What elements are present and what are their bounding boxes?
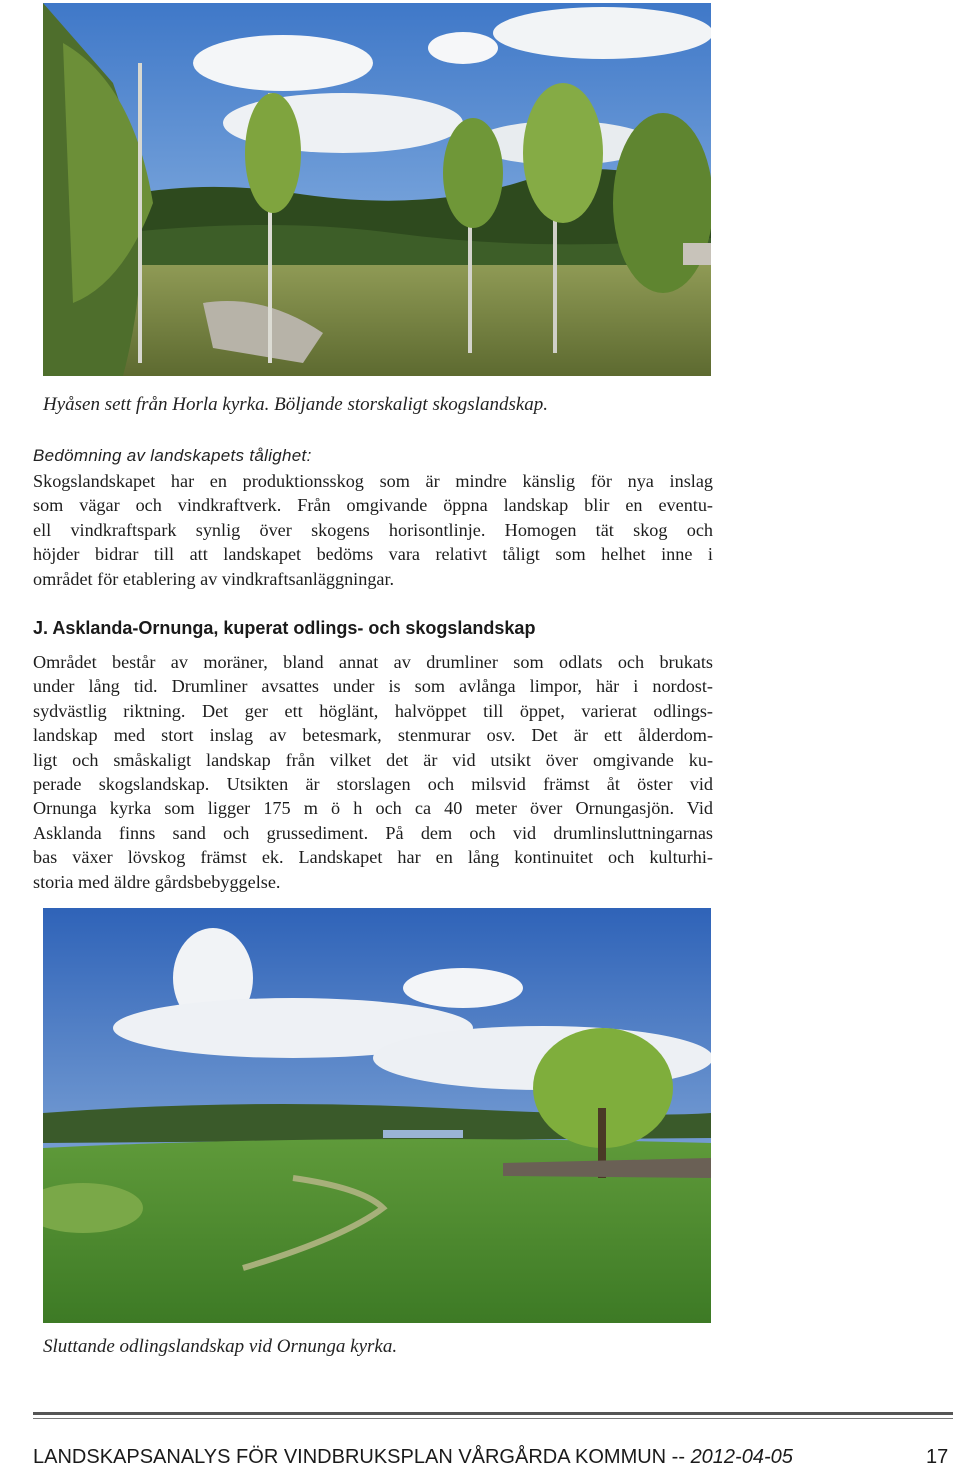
paragraph-line: Området består av moräner, bland annat av drumliner som odlats och brukats bbox=[33, 652, 713, 672]
assessment-paragraph bbox=[33, 469, 713, 591]
page-number: 17 bbox=[926, 1446, 949, 1468]
paragraph-line: bas växer lövskog främst ek. Landskapet har en lång kontinuitet och kulturhi- bbox=[33, 847, 713, 868]
footer-title-text: LANDSKAPSANALYS FÖR VINDBRUKSPLAN VÅRGÅRDA KOMMUN -- bbox=[33, 1446, 691, 1468]
paragraph-line: ligt och småskaligt landskap från vilket det är vid utsikt över omgivande ku- bbox=[33, 749, 713, 770]
paragraph-line: som vägar och vindkraftverk. Från omgivande öppna landskap blir en eventu- bbox=[33, 495, 713, 516]
paragraph-line: sydvästlig riktning. Det ger ett höglänt, halvöppet till öppet, varierat odlings- bbox=[33, 700, 713, 721]
paragraph-line: höjder bidrar till att landskapet bedöms vara relativt tåligt som helhet inne i bbox=[33, 544, 713, 565]
paragraph-line: perade skogslandskap. Utsikten är storslagen och milsvid främst åt öster vid bbox=[33, 774, 713, 795]
assessment-heading: Bedömning av landskapets tålighet: bbox=[33, 446, 312, 465]
paragraph-line: området för etablering av vindkraftsanläggningar. bbox=[33, 568, 395, 589]
section-paragraph bbox=[33, 650, 713, 894]
paragraph-line: Asklanda finns sand och grussediment. På dem och vid drumlinsluttningarnas bbox=[33, 822, 713, 843]
paragraph-line: storia med äldre gårdsbebyggelse. bbox=[33, 871, 281, 892]
footer-divider-thin bbox=[33, 1418, 953, 1419]
paragraph-line: under lång tid. Drumliner avsattes under is som avlånga limpor, här i nordost- bbox=[33, 676, 713, 697]
footer-title bbox=[33, 1446, 793, 1469]
forest-landscape-photo bbox=[43, 3, 711, 376]
paragraph-line: ell vindkraftspark synlig över skogens horisontlinje. Homogen tät skog och bbox=[33, 519, 713, 540]
photo-caption: Sluttande odlingslandskap vid Ornunga kyrka. bbox=[43, 1336, 398, 1357]
farmland-landscape-photo bbox=[43, 908, 711, 1323]
photo-caption: Hyåsen sett från Horla kyrka. Böljande storskaligt skogslandskap. bbox=[43, 394, 549, 415]
section-heading: J. Asklanda-Ornunga, kuperat odlings- och skogslandskap bbox=[33, 618, 536, 638]
footer-divider bbox=[33, 1412, 953, 1415]
footer-date: 2012-04-05 bbox=[690, 1446, 793, 1468]
paragraph-line: Skogslandskapet har en produktionsskog som är mindre känslig för nya inslag bbox=[33, 471, 713, 491]
paragraph-line: landskap med stort inslag av betesmark, stenmurar osv. Det är ett ålderdom- bbox=[33, 725, 713, 746]
paragraph-line: Ornunga kyrka som ligger 175 m ö h och ca 40 meter över Ornungasjön. Vid bbox=[33, 798, 713, 819]
